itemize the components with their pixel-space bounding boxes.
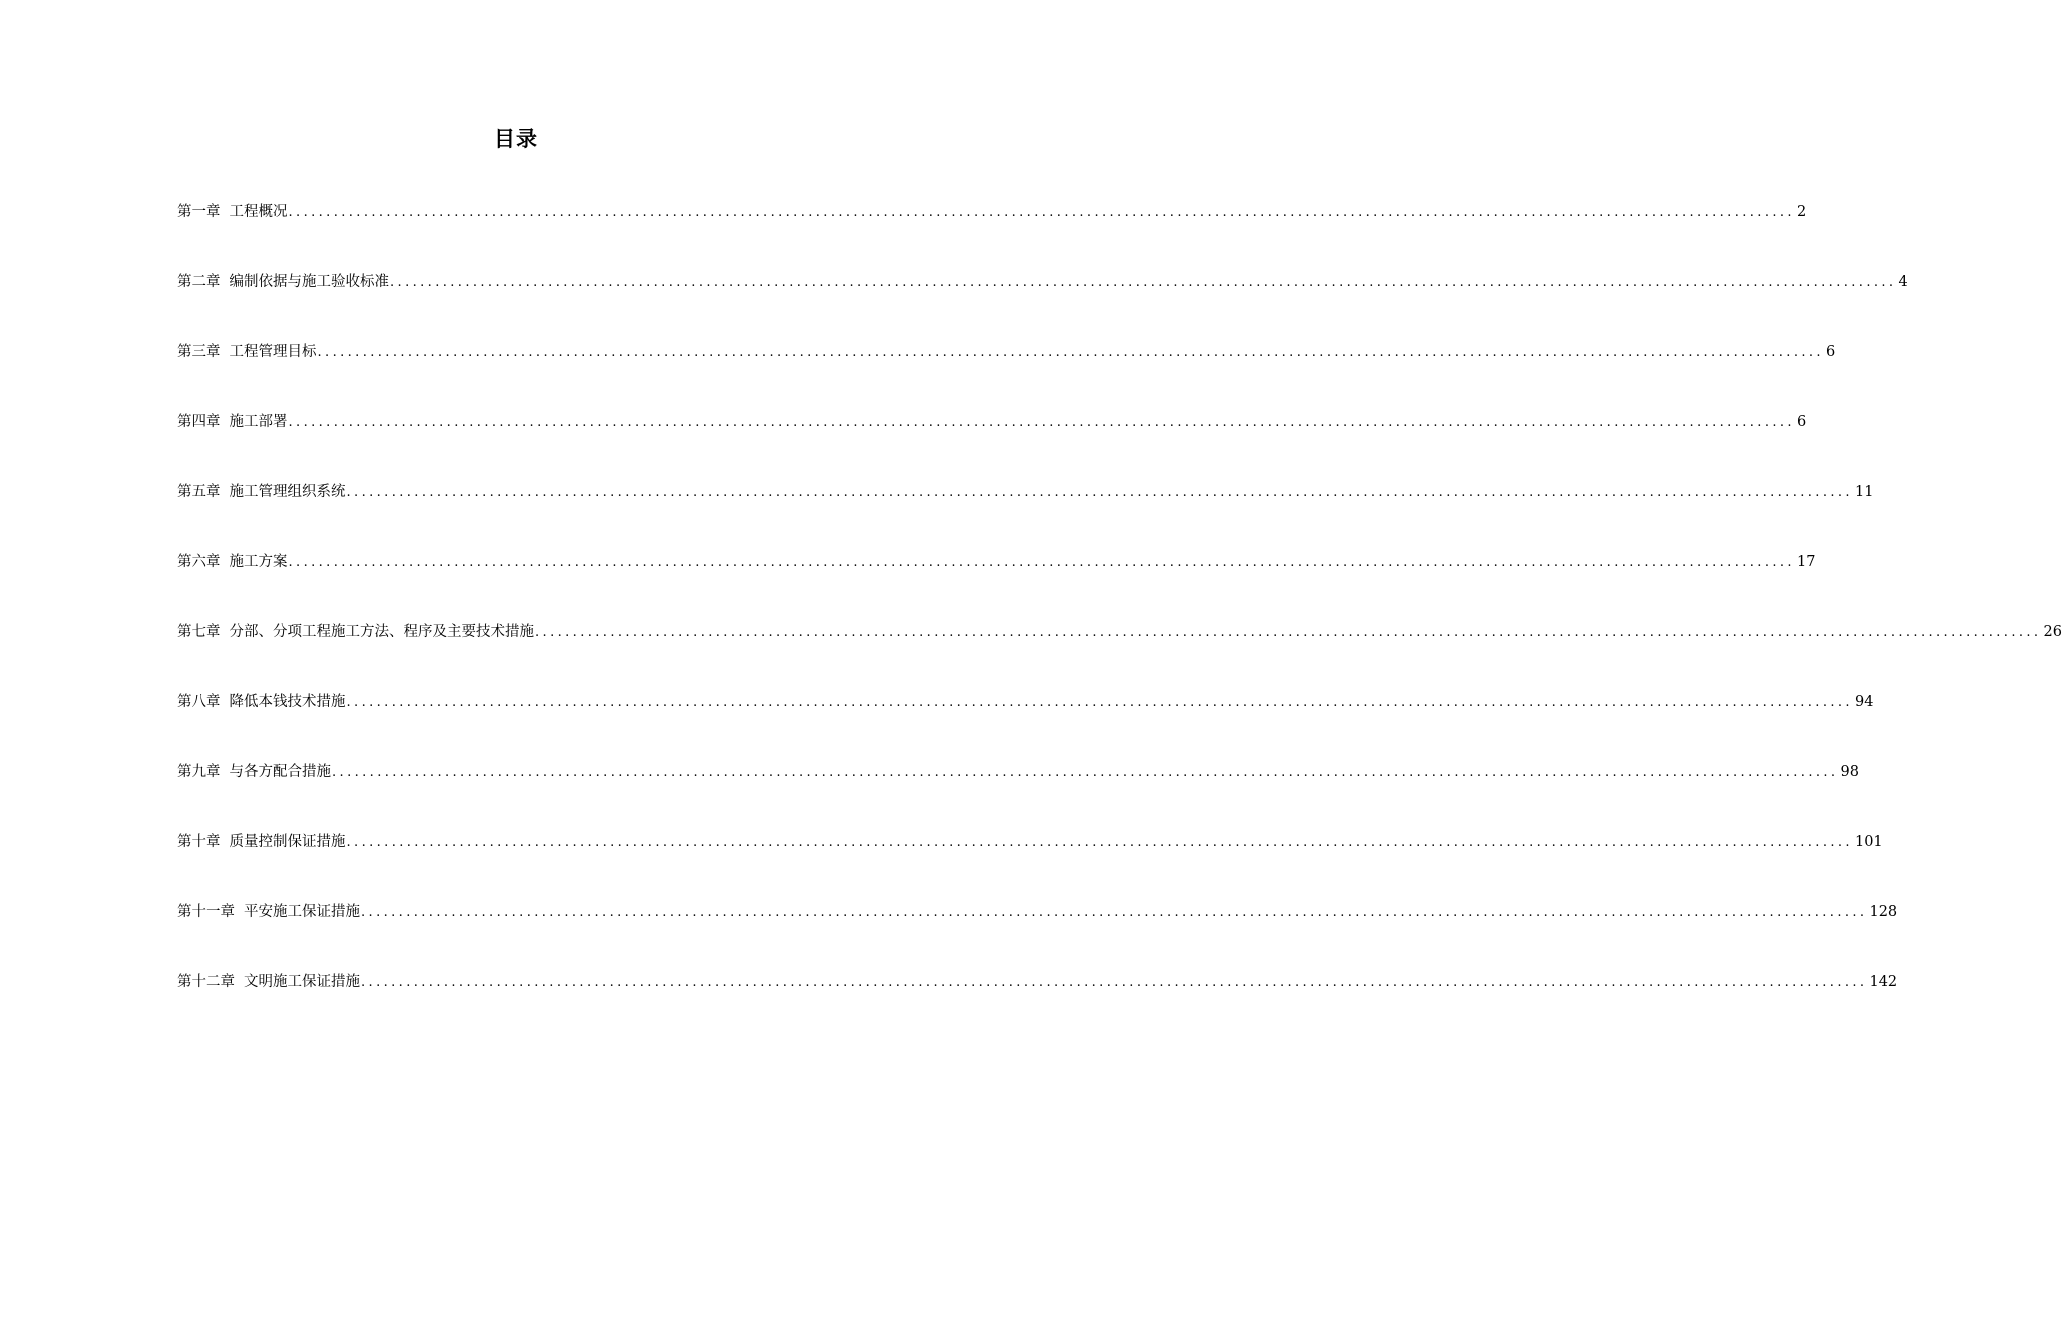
chapter-number: 第四章 (177, 414, 221, 430)
dot-leader: ........................................................................................................................................................................................................ (288, 415, 1795, 430)
chapter-title: 工程管理目标 (229, 344, 317, 360)
toc-entry[interactable] (177, 966, 1898, 1036)
dot-leader: ........................................................................................................................................................................................................ (288, 205, 1795, 220)
dot-leader: ........................................................................................................................................................................................................ (317, 345, 1824, 360)
dot-leader: ........................................................................................................................................................................................................ (535, 625, 2042, 640)
chapter-title: 施工部署 (229, 414, 288, 430)
page-number: 98 (1840, 764, 1859, 780)
dot-leader: ........................................................................................................................................................................................................ (361, 975, 1868, 990)
toc-entry[interactable] (177, 686, 1874, 756)
chapter-title: 分部、分项工程施工方法、程序及主要技术措施 (229, 624, 534, 640)
toc-list (177, 196, 2062, 1036)
dot-leader: ........................................................................................................................................................................................................ (361, 905, 1868, 920)
chapter-title: 降低本钱技术措施 (229, 694, 346, 710)
dot-leader: ........................................................................................................................................................................................................ (332, 765, 1839, 780)
page-number: 94 (1854, 694, 1874, 710)
toc-entry[interactable] (177, 476, 1874, 546)
chapter-number: 第八章 (177, 694, 221, 710)
dot-leader: ........................................................................................................................................................................................................ (288, 555, 1795, 570)
dot-leader: ........................................................................................................................................................................................................ (346, 485, 1853, 500)
chapter-number: 第二章 (177, 274, 221, 290)
toc-entry[interactable] (177, 336, 1836, 406)
chapter-title: 与各方配合措施 (229, 764, 331, 780)
page-number: 142 (1869, 974, 1898, 990)
chapter-number: 第五章 (177, 484, 221, 500)
page-number: 128 (1869, 904, 1898, 920)
chapter-title: 编制依据与施工验收标准 (229, 274, 389, 290)
dot-leader: ........................................................................................................................................................................................................ (346, 835, 1853, 850)
dot-leader: ........................................................................................................................................................................................................ (346, 695, 1853, 710)
page-number: 2 (1796, 204, 1807, 220)
dot-leader: ........................................................................................................................................................................................................ (390, 275, 1897, 290)
toc-entry[interactable] (177, 896, 1898, 966)
toc-entry[interactable] (177, 546, 1816, 616)
chapter-number: 第十章 (177, 834, 221, 850)
page-number: 4 (1898, 274, 1908, 290)
page-number: 17 (1796, 554, 1816, 570)
page-number: 11 (1854, 484, 1874, 500)
chapter-number: 第一章 (177, 204, 221, 220)
toc-entry[interactable] (177, 826, 1883, 896)
chapter-number: 第十二章 (177, 974, 235, 990)
page-number: 6 (1796, 414, 1807, 430)
chapter-title: 施工方案 (229, 554, 288, 570)
toc-entry[interactable] (177, 406, 1807, 476)
toc-entry[interactable] (177, 196, 1807, 266)
chapter-title: 质量控制保证措施 (229, 834, 346, 850)
chapter-number: 第七章 (177, 624, 221, 640)
toc-entry[interactable] (177, 266, 1908, 336)
chapter-title: 平安施工保证措施 (244, 904, 360, 920)
chapter-number: 第九章 (177, 764, 221, 780)
chapter-title: 工程概况 (229, 204, 288, 220)
toc-entry[interactable] (177, 756, 1859, 826)
chapter-title: 施工管理组织系统 (229, 484, 346, 500)
chapter-number: 第六章 (177, 554, 221, 570)
toc-entry[interactable] (177, 616, 2062, 686)
chapter-title: 文明施工保证措施 (244, 974, 360, 990)
page-number: 101 (1854, 834, 1883, 850)
page-number: 6 (1825, 344, 1836, 360)
page-number: 26 (2043, 624, 2062, 640)
chapter-number: 第三章 (177, 344, 221, 360)
toc-title: 目录 (494, 127, 538, 151)
chapter-number: 第十一章 (177, 904, 235, 920)
